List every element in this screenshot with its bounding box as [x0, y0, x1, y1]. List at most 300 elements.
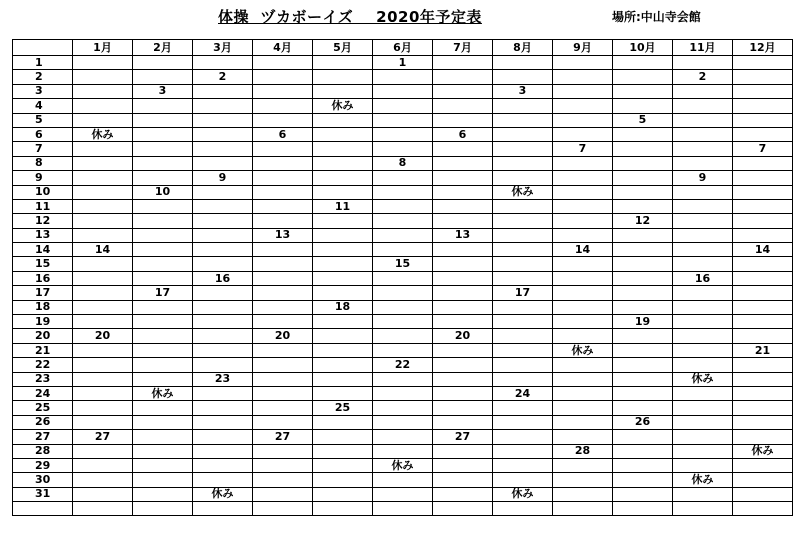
day-number: 13 [13, 228, 73, 242]
schedule-cell [73, 473, 133, 487]
day-number: 23 [13, 372, 73, 386]
schedule-cell [73, 315, 133, 329]
blank-cell [133, 502, 193, 516]
schedule-cell [673, 401, 733, 415]
schedule-cell: 休み [73, 127, 133, 141]
schedule-cell [673, 199, 733, 213]
schedule-cell [673, 358, 733, 372]
schedule-cell [733, 458, 793, 472]
day-number: 22 [13, 358, 73, 372]
schedule-cell [613, 84, 673, 98]
schedule-cell [733, 99, 793, 113]
schedule-cell [433, 315, 493, 329]
schedule-cell [433, 99, 493, 113]
schedule-cell [373, 343, 433, 357]
schedule-cell [673, 487, 733, 501]
schedule-cell: 15 [373, 257, 433, 271]
schedule-cell [373, 171, 433, 185]
schedule-cell [193, 257, 253, 271]
schedule-cell [733, 228, 793, 242]
day-number: 3 [13, 84, 73, 98]
table-row [13, 401, 793, 415]
schedule-cell: 14 [733, 243, 793, 257]
schedule-cell [193, 473, 253, 487]
schedule-cell [193, 343, 253, 357]
schedule-cell [553, 113, 613, 127]
schedule-cell [313, 372, 373, 386]
schedule-cell [253, 286, 313, 300]
schedule-cell: 27 [73, 430, 133, 444]
schedule-cell [613, 458, 673, 472]
schedule-cell [493, 127, 553, 141]
table-row [13, 329, 793, 343]
schedule-cell [193, 401, 253, 415]
schedule-cell [193, 127, 253, 141]
month-header: 8月 [493, 40, 553, 56]
schedule-cell [493, 372, 553, 386]
schedule-cell [493, 300, 553, 314]
schedule-cell [73, 358, 133, 372]
schedule-cell [373, 487, 433, 501]
schedule-cell [673, 315, 733, 329]
schedule-cell [613, 286, 673, 300]
schedule-cell [373, 401, 433, 415]
schedule-cell: 休み [733, 444, 793, 458]
schedule-cell: 7 [733, 142, 793, 156]
day-number: 31 [13, 487, 73, 501]
schedule-cell [673, 386, 733, 400]
schedule-cell [133, 473, 193, 487]
schedule-cell [493, 156, 553, 170]
schedule-cell [133, 127, 193, 141]
schedule-cell [133, 401, 193, 415]
schedule-cell: 14 [553, 243, 613, 257]
schedule-cell: 9 [193, 171, 253, 185]
schedule-cell [193, 228, 253, 242]
schedule-cell [373, 185, 433, 199]
schedule-cell [553, 214, 613, 228]
schedule-cell: 休み [493, 185, 553, 199]
schedule-cell [193, 458, 253, 472]
blank-cell [13, 502, 73, 516]
schedule-cell [493, 56, 553, 70]
table-row [13, 127, 793, 141]
schedule-cell [73, 99, 133, 113]
table-row [13, 430, 793, 444]
schedule-cell: 20 [73, 329, 133, 343]
schedule-cell [433, 113, 493, 127]
schedule-cell [553, 70, 613, 84]
schedule-cell [553, 228, 613, 242]
schedule-cell [553, 430, 613, 444]
schedule-cell [733, 286, 793, 300]
schedule-cell [73, 113, 133, 127]
schedule-cell [253, 257, 313, 271]
schedule-cell [673, 127, 733, 141]
schedule-cell [313, 84, 373, 98]
schedule-cell [733, 214, 793, 228]
schedule-cell [73, 401, 133, 415]
schedule-cell [493, 401, 553, 415]
schedule-cell [313, 286, 373, 300]
schedule-cell [253, 358, 313, 372]
schedule-cell [613, 343, 673, 357]
schedule-cell [553, 300, 613, 314]
schedule-cell: 20 [433, 329, 493, 343]
schedule-cell [313, 214, 373, 228]
schedule-cell [733, 487, 793, 501]
schedule-cell [193, 185, 253, 199]
schedule-cell [133, 343, 193, 357]
table-row [13, 199, 793, 213]
table-row [13, 113, 793, 127]
day-number: 20 [13, 329, 73, 343]
schedule-cell [433, 243, 493, 257]
schedule-cell [133, 243, 193, 257]
day-number: 7 [13, 142, 73, 156]
schedule-cell [433, 386, 493, 400]
day-number: 15 [13, 257, 73, 271]
schedule-cell [673, 257, 733, 271]
schedule-cell [673, 300, 733, 314]
day-number: 16 [13, 271, 73, 285]
schedule-cell [433, 84, 493, 98]
month-header: 7月 [433, 40, 493, 56]
schedule-cell [133, 156, 193, 170]
blank-cell [193, 502, 253, 516]
schedule-cell [313, 113, 373, 127]
schedule-cell: 16 [193, 271, 253, 285]
schedule-cell [553, 458, 613, 472]
schedule-cell [253, 156, 313, 170]
table-row [13, 257, 793, 271]
schedule-cell [613, 156, 673, 170]
schedule-cell [313, 70, 373, 84]
schedule-cell [613, 257, 673, 271]
schedule-cell [133, 199, 193, 213]
schedule-cell [73, 214, 133, 228]
schedule-cell: 17 [493, 286, 553, 300]
schedule-cell [553, 386, 613, 400]
schedule-cell [133, 228, 193, 242]
schedule-cell [133, 70, 193, 84]
schedule-cell [433, 458, 493, 472]
schedule-cell [133, 415, 193, 429]
month-header: 12月 [733, 40, 793, 56]
schedule-cell [253, 185, 313, 199]
venue-label: 場所:中山寺会館 [612, 10, 701, 24]
schedule-cell [553, 358, 613, 372]
schedule-cell [193, 243, 253, 257]
schedule-cell [73, 171, 133, 185]
schedule-cell [373, 142, 433, 156]
schedule-cell [733, 300, 793, 314]
schedule-cell [673, 156, 733, 170]
schedule-cell [313, 142, 373, 156]
schedule-cell [673, 142, 733, 156]
schedule-cell [673, 99, 733, 113]
day-number: 24 [13, 386, 73, 400]
schedule-cell [193, 156, 253, 170]
schedule-cell [433, 401, 493, 415]
schedule-cell [253, 271, 313, 285]
schedule-cell [193, 415, 253, 429]
schedule-cell [613, 56, 673, 70]
table-row [13, 343, 793, 357]
day-number: 28 [13, 444, 73, 458]
schedule-cell [673, 185, 733, 199]
schedule-cell: 19 [613, 315, 673, 329]
schedule-cell [133, 300, 193, 314]
table-row [13, 228, 793, 242]
schedule-cell [433, 415, 493, 429]
blank-cell [313, 502, 373, 516]
schedule-cell [733, 257, 793, 271]
day-number: 1 [13, 56, 73, 70]
schedule-cell [73, 70, 133, 84]
schedule-cell: 3 [133, 84, 193, 98]
schedule-cell [733, 127, 793, 141]
schedule-cell [733, 171, 793, 185]
schedule-cell [673, 228, 733, 242]
day-number: 18 [13, 300, 73, 314]
schedule-cell [733, 113, 793, 127]
day-number: 11 [13, 199, 73, 213]
schedule-cell [313, 473, 373, 487]
schedule-cell [673, 343, 733, 357]
schedule-cell [733, 199, 793, 213]
schedule-cell [673, 430, 733, 444]
schedule-cell [493, 113, 553, 127]
schedule-cell [133, 171, 193, 185]
schedule-cell [313, 171, 373, 185]
blank-cell [253, 502, 313, 516]
schedule-cell [613, 358, 673, 372]
schedule-cell [373, 315, 433, 329]
schedule-cell: 1 [373, 56, 433, 70]
blank-cell [433, 502, 493, 516]
schedule-cell: 17 [133, 286, 193, 300]
schedule-cell [373, 99, 433, 113]
table-row [13, 300, 793, 314]
table-row [13, 358, 793, 372]
schedule-cell [613, 243, 673, 257]
schedule-cell [553, 56, 613, 70]
schedule-cell [133, 458, 193, 472]
schedule-cell [553, 271, 613, 285]
schedule-cell [313, 415, 373, 429]
schedule-cell: 20 [253, 329, 313, 343]
schedule-cell [73, 84, 133, 98]
schedule-cell [433, 257, 493, 271]
schedule-cell [733, 70, 793, 84]
table-row [13, 386, 793, 400]
schedule-cell [553, 401, 613, 415]
schedule-cell [193, 300, 253, 314]
schedule-cell: 休み [133, 386, 193, 400]
month-header: 10月 [613, 40, 673, 56]
schedule-cell [613, 142, 673, 156]
schedule-cell: 休み [553, 343, 613, 357]
schedule-cell [313, 257, 373, 271]
blank-cell [733, 502, 793, 516]
schedule-cell [73, 343, 133, 357]
schedule-cell [733, 372, 793, 386]
schedule-cell [313, 430, 373, 444]
table-row [13, 185, 793, 199]
table-row [13, 156, 793, 170]
schedule-cell [73, 458, 133, 472]
schedule-cell [493, 70, 553, 84]
schedule-cell [433, 171, 493, 185]
table-row [13, 99, 793, 113]
schedule-cell [613, 171, 673, 185]
schedule-cell [373, 386, 433, 400]
schedule-cell [253, 415, 313, 429]
day-number: 12 [13, 214, 73, 228]
schedule-cell [673, 458, 733, 472]
table-row [13, 473, 793, 487]
blank-cell [673, 502, 733, 516]
schedule-cell [673, 243, 733, 257]
schedule-cell [313, 185, 373, 199]
schedule-cell [493, 343, 553, 357]
schedule-cell [313, 444, 373, 458]
schedule-cell [193, 315, 253, 329]
schedule-cell [193, 56, 253, 70]
schedule-cell [433, 185, 493, 199]
table-row [13, 458, 793, 472]
schedule-cell [133, 214, 193, 228]
schedule-cell [73, 286, 133, 300]
schedule-cell [613, 401, 673, 415]
schedule-cell [553, 99, 613, 113]
schedule-cell [253, 458, 313, 472]
schedule-cell: 13 [253, 228, 313, 242]
schedule-cell [133, 142, 193, 156]
schedule-cell [133, 372, 193, 386]
schedule-cell [253, 243, 313, 257]
schedule-cell [73, 386, 133, 400]
schedule-cell: 2 [193, 70, 253, 84]
schedule-cell [553, 487, 613, 501]
schedule-cell [433, 444, 493, 458]
table-row [13, 84, 793, 98]
schedule-cell [193, 214, 253, 228]
schedule-cell [493, 257, 553, 271]
schedule-cell [433, 358, 493, 372]
schedule-cell [373, 214, 433, 228]
schedule-cell [133, 99, 193, 113]
schedule-cell: 24 [493, 386, 553, 400]
schedule-cell [553, 473, 613, 487]
schedule-cell [253, 56, 313, 70]
schedule-cell [493, 271, 553, 285]
schedule-cell [613, 329, 673, 343]
schedule-cell [373, 430, 433, 444]
table-row [13, 243, 793, 257]
schedule-cell [193, 113, 253, 127]
schedule-cell [733, 358, 793, 372]
day-number: 27 [13, 430, 73, 444]
schedule-cell [613, 300, 673, 314]
schedule-cell [493, 228, 553, 242]
schedule-cell [673, 415, 733, 429]
day-number: 25 [13, 401, 73, 415]
schedule-cell [613, 99, 673, 113]
schedule-cell [193, 99, 253, 113]
schedule-cell [613, 127, 673, 141]
schedule-cell [313, 329, 373, 343]
schedule-cell: 6 [253, 127, 313, 141]
schedule-cell [433, 286, 493, 300]
schedule-cell [373, 70, 433, 84]
schedule-cell [73, 56, 133, 70]
schedule-cell [253, 386, 313, 400]
schedule-cell [433, 343, 493, 357]
schedule-cell [733, 156, 793, 170]
schedule-cell: 23 [193, 372, 253, 386]
schedule-cell [673, 84, 733, 98]
day-number: 2 [13, 70, 73, 84]
schedule-cell [733, 415, 793, 429]
schedule-cell: 13 [433, 228, 493, 242]
month-header: 6月 [373, 40, 433, 56]
schedule-cell [433, 214, 493, 228]
schedule-cell: 休み [373, 458, 433, 472]
schedule-cell [373, 329, 433, 343]
schedule-cell [253, 487, 313, 501]
month-header: 5月 [313, 40, 373, 56]
schedule-cell [433, 70, 493, 84]
schedule-cell [493, 99, 553, 113]
schedule-cell [133, 113, 193, 127]
schedule-cell [553, 372, 613, 386]
month-header: 2月 [133, 40, 193, 56]
month-header: 1月 [73, 40, 133, 56]
schedule-cell: 7 [553, 142, 613, 156]
day-number: 21 [13, 343, 73, 357]
schedule-cell [433, 372, 493, 386]
schedule-cell [373, 372, 433, 386]
day-number: 17 [13, 286, 73, 300]
schedule-cell: 休み [673, 473, 733, 487]
schedule-cell [553, 286, 613, 300]
schedule-cell [553, 329, 613, 343]
schedule-cell [193, 142, 253, 156]
table-row [13, 315, 793, 329]
schedule-cell [493, 214, 553, 228]
day-number: 10 [13, 185, 73, 199]
month-header: 11月 [673, 40, 733, 56]
schedule-cell: 27 [253, 430, 313, 444]
schedule-cell [313, 228, 373, 242]
schedule-cell [73, 185, 133, 199]
blank-row [13, 502, 793, 516]
schedule-cell [253, 401, 313, 415]
schedule-cell [73, 487, 133, 501]
schedule-cell [673, 113, 733, 127]
schedule-cell: 5 [613, 113, 673, 127]
schedule-cell: 休み [493, 487, 553, 501]
schedule-cell [253, 113, 313, 127]
schedule-cell [613, 444, 673, 458]
schedule-cell: 11 [313, 199, 373, 213]
schedule-cell [553, 257, 613, 271]
schedule-cell [73, 415, 133, 429]
schedule-cell [493, 430, 553, 444]
schedule-cell [73, 257, 133, 271]
